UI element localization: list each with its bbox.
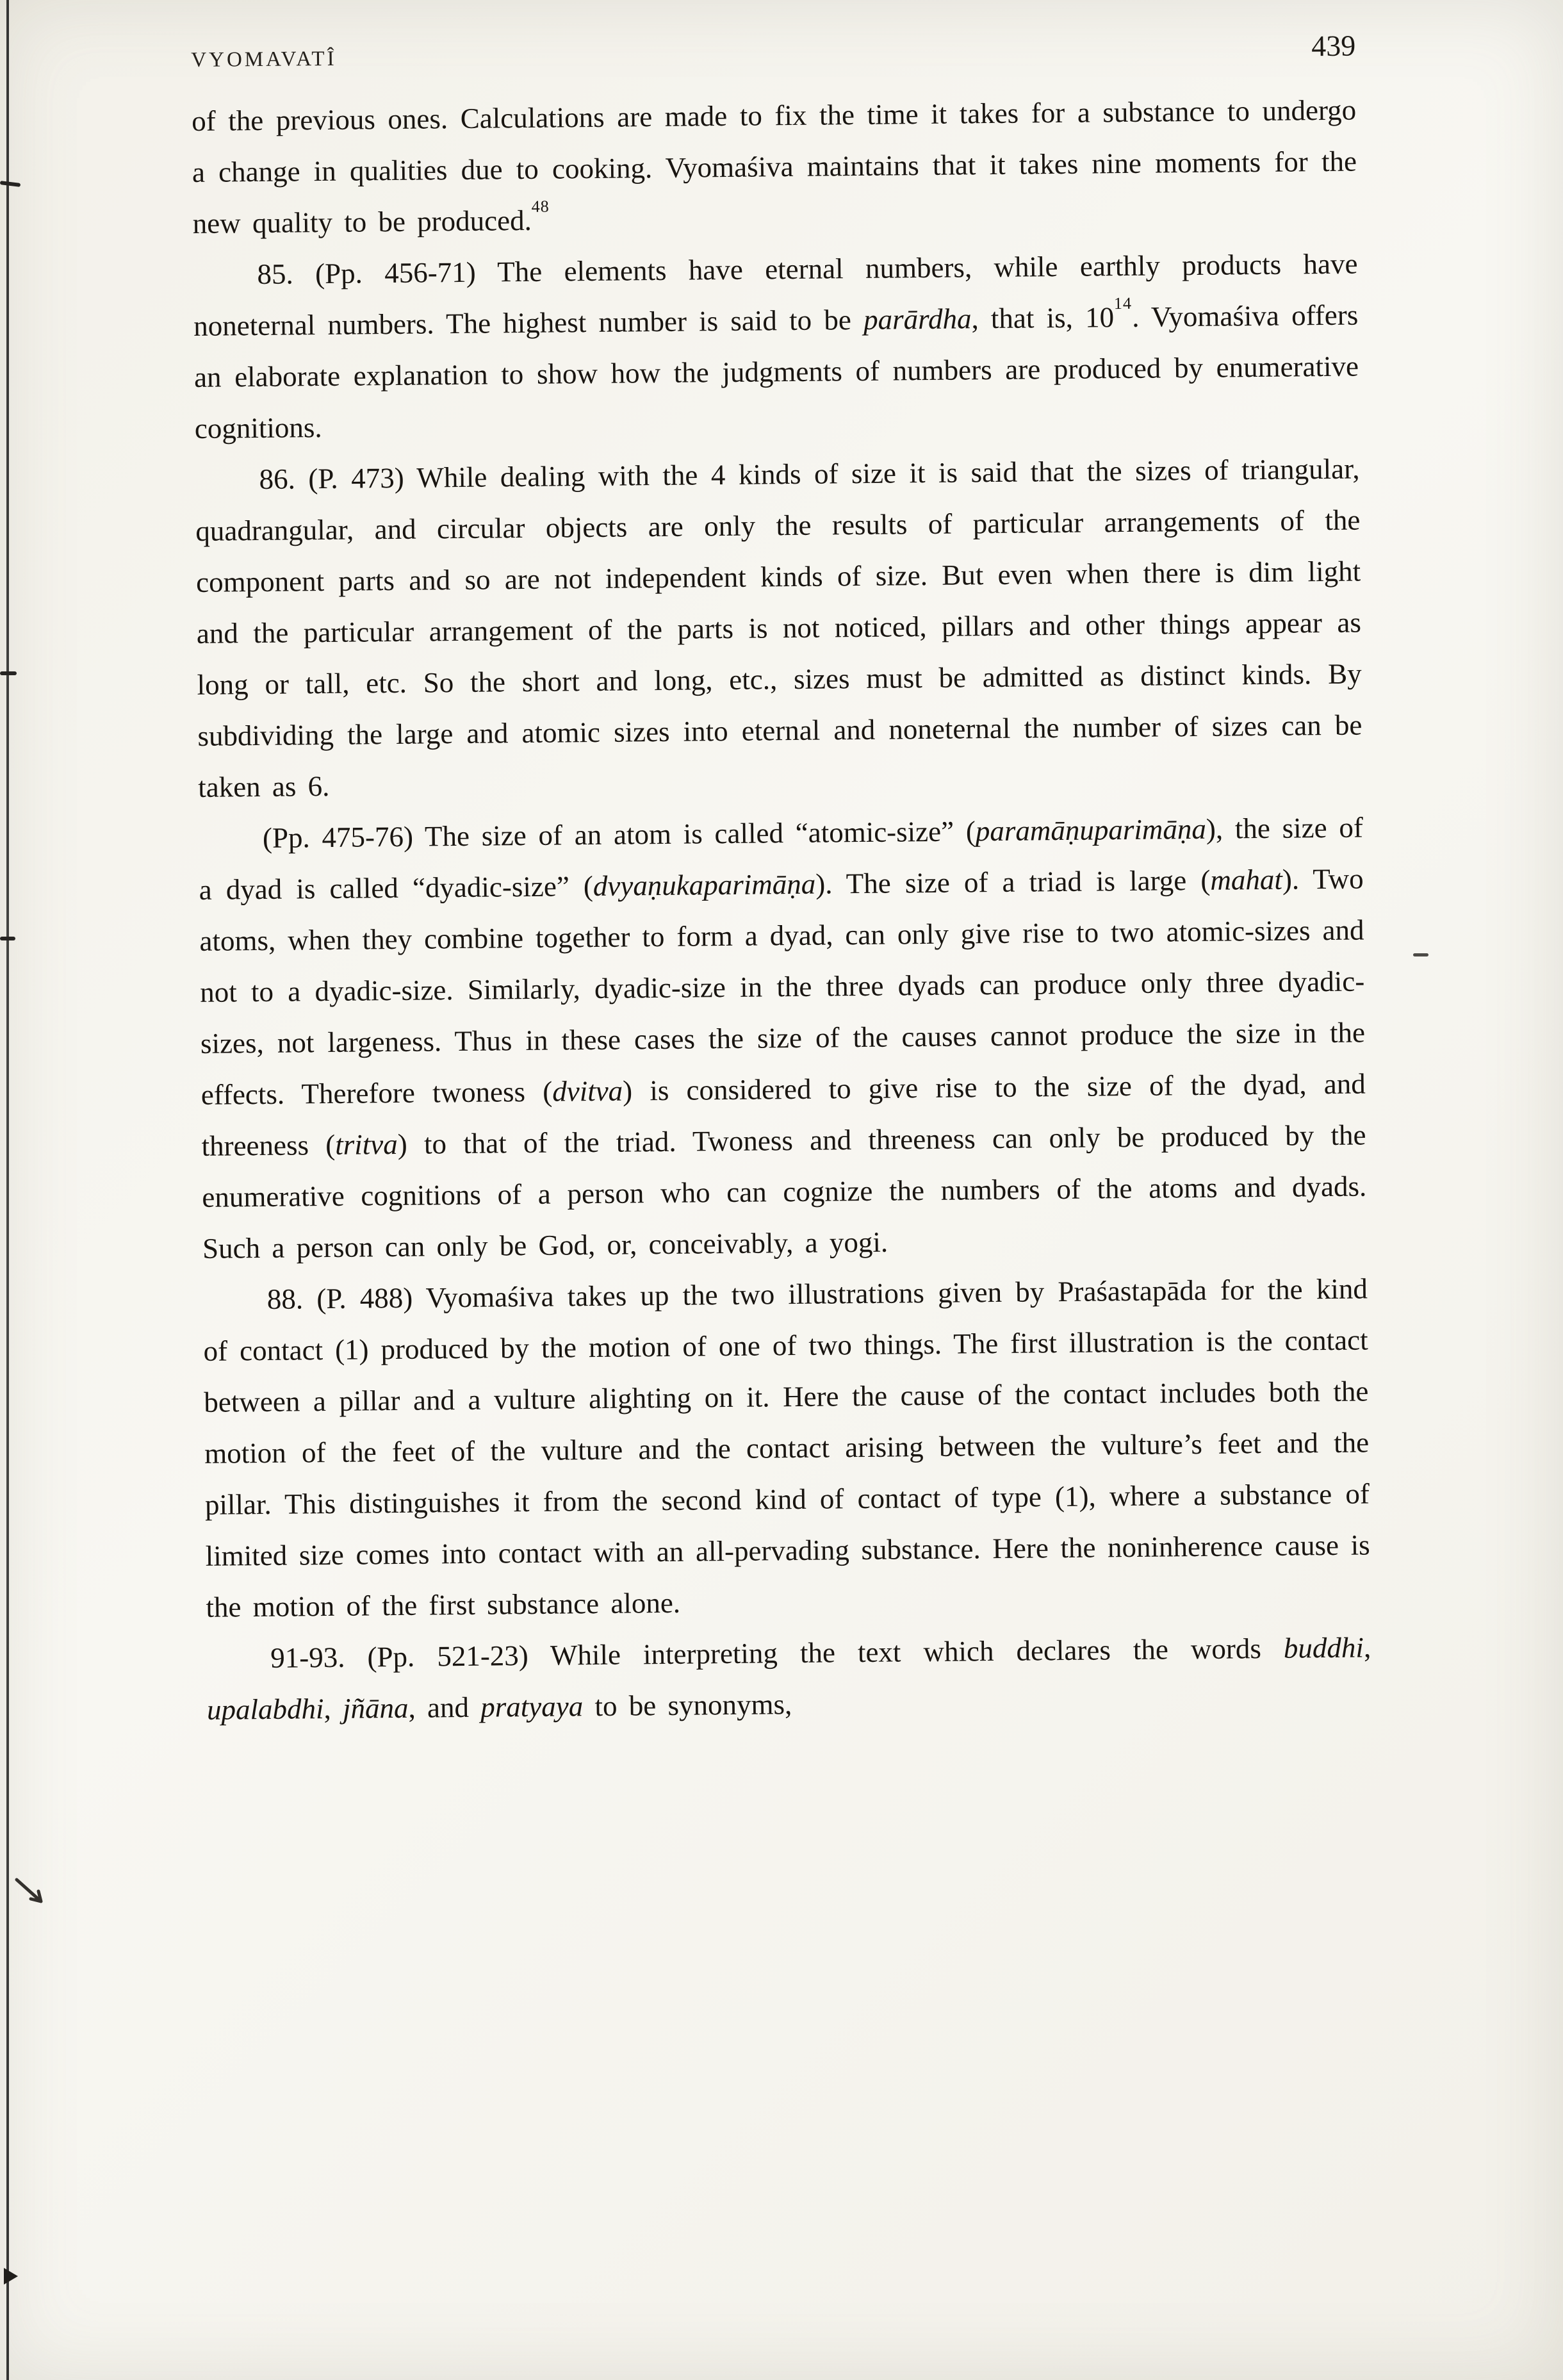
text-run: , bbox=[323, 1692, 343, 1725]
paragraph bbox=[195, 443, 1363, 813]
page-content bbox=[191, 29, 1371, 1736]
text-run: , bbox=[1363, 1631, 1371, 1664]
italic-term: jñāna bbox=[342, 1691, 409, 1725]
italic-term: upalabdhi bbox=[206, 1693, 324, 1726]
margin-pencil-dash bbox=[0, 181, 20, 187]
italic-term: parārdha bbox=[863, 302, 972, 336]
italic-term: dvyaṇukaparimāṇa bbox=[593, 867, 816, 903]
text-run: 85. (Pp. 456-71) The elements have eternal numbers, while earthly products have noneternal numbers. The highest number is said to be bbox=[193, 247, 1358, 342]
italic-term: paramāṇuparimāṇa bbox=[975, 812, 1207, 848]
text-run: ). Two atoms, when they combine together to form a dyad, can only give rise to two atomic-sizes and not to a dyadic-size. Similarly, dyadic-size in the three dyads can produce only three dyadic-sizes, not largeness. Thus in these cases the size of the causes cannot produce the size in the effects. Therefore twoness ( bbox=[199, 862, 1366, 1111]
text-run: ). The size of a triad is large ( bbox=[815, 864, 1211, 900]
italic-term: buddhi bbox=[1283, 1631, 1364, 1664]
page-header bbox=[191, 29, 1355, 74]
paragraph bbox=[206, 1621, 1371, 1735]
italic-term: tritva bbox=[335, 1128, 398, 1161]
text-run: ), the size of a dyad is called “dyadic-size” ( bbox=[199, 811, 1364, 906]
text-run: ) to that of the triad. Twoness and threeness can only be produced by the enumerative cognitions of a person who can cognize the numbers of the atoms and dyads. Such a person can only be God, or, conceivably, a yogi. bbox=[202, 1119, 1367, 1265]
text-run: 88. (P. 488) Vyomaśiva takes up the two illustrations given by Praśastapāda for the kind of contact (1) produced by the motion of one of two things. The first illustration is the contact between a pillar and a vulture alighting on it. Here the cause of the contact includes both the motion of the feet of the vulture and the contact arising between the vulture’s feet and the pillar. This distinguishes it from the second kind of contact of type (1), where a substance of limited size comes into contact with an all-pervading substance. Here the noninherence cause is the motion of the first substance alone. bbox=[203, 1272, 1370, 1623]
text-run: 91-93. (Pp. 521-23) While interpreting the text which declares the words bbox=[270, 1632, 1284, 1674]
margin-arrow-mark-icon bbox=[10, 1872, 51, 1913]
paragraph bbox=[193, 238, 1359, 454]
paragraph bbox=[199, 801, 1368, 1274]
text-run: to be synonyms, bbox=[582, 1688, 792, 1723]
text-run: (Pp. 475-76) The size of an atom is called “atomic-size” ( bbox=[262, 815, 976, 854]
text-run: of the previous ones. Calculations are made to fix the time it takes for a substance to undergo a change in qualities due to cooking. Vyomaśiva maintains that it takes nine moments for the new quality to be produced. bbox=[191, 94, 1357, 240]
page-number: 439 bbox=[1311, 29, 1356, 63]
italic-term: dvitva bbox=[552, 1074, 623, 1108]
running-title: VYOMAVATÎ bbox=[191, 47, 337, 72]
paragraph bbox=[202, 1263, 1370, 1632]
text-run: 86. (P. 473) While dealing with the 4 kinds of size it is said that the sizes of triangular, quadrangular, and circular objects are only the results of particular arrangements of the component parts and so are not independent kinds of size. But even when there is dim light and the particular arrangement of the parts is not noticed, pillars and other things appear as long or tall, etc. So the short and long, etc., sizes must be admitted as distinct kinds. By subdividing the large and atomic sizes into eternal and noneternal the number of sizes can be taken as 6. bbox=[195, 452, 1363, 803]
italic-term: mahat bbox=[1210, 863, 1283, 896]
paragraph bbox=[192, 85, 1357, 249]
footnote-reference: 14 bbox=[1113, 294, 1133, 313]
text-run: , and bbox=[408, 1691, 481, 1724]
margin-pencil-dash bbox=[0, 671, 17, 675]
margin-pencil-dash bbox=[0, 937, 15, 940]
margin-arrowhead-mark bbox=[4, 2268, 18, 2285]
italic-term: pratyaya bbox=[480, 1690, 584, 1723]
footnote-reference: 48 bbox=[531, 197, 550, 217]
text-run: . Vyomaśiva offers an elaborate explanation to show how the judgments of numbers are produced by enumerative cognitions. bbox=[193, 299, 1359, 445]
margin-pencil-dash bbox=[1413, 953, 1428, 956]
text-run: ) is considered to give rise to the size of the dyad, and threeness ( bbox=[201, 1067, 1366, 1162]
scan-binding-edge-line bbox=[6, 0, 9, 2380]
text-block bbox=[192, 85, 1371, 1736]
text-run: , that is, 10 bbox=[971, 301, 1115, 335]
